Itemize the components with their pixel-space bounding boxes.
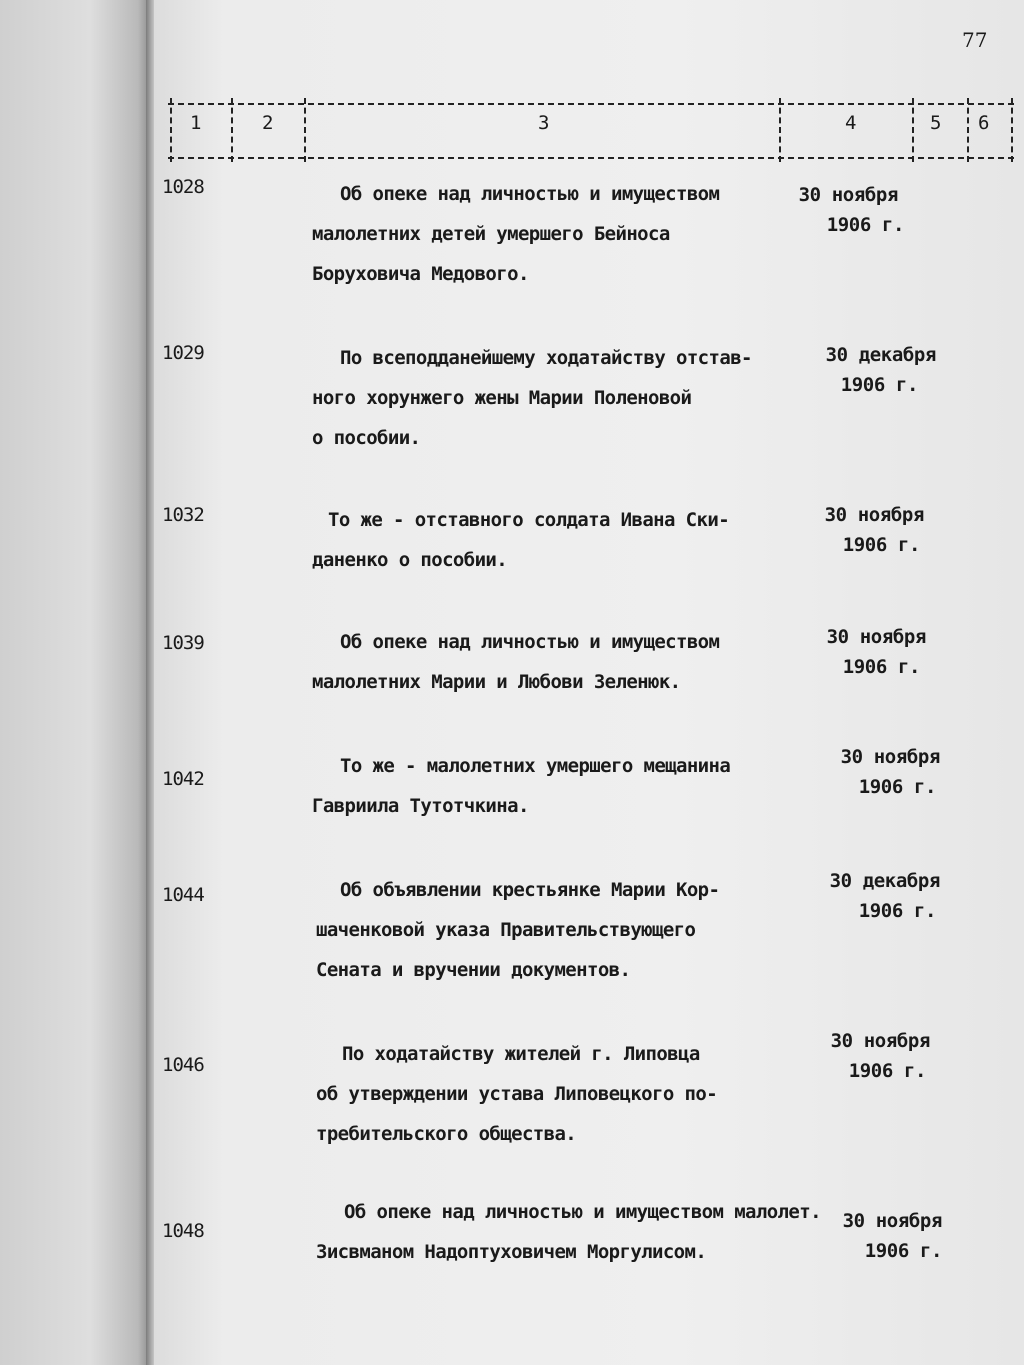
entry-date-day: 30 декабря [825,344,936,366]
entry-date-day: 30 декабря [829,870,940,892]
entry-title-line: даненко о пособии. [312,549,508,571]
entry-date-day: 30 ноября [830,1030,930,1052]
column-header-5: 5 [930,112,942,134]
header-top-rule [168,103,1014,105]
entry-title-line: требительского общества. [316,1123,577,1145]
entry-title-line: шаченковой указа Правительствующего [316,919,696,941]
entry-title-line: Об опеке над личностью и имуществом малолет. [344,1201,821,1223]
header-bottom-rule [168,157,1014,159]
entry-title-line: По всеподданейшему ходатайству отстав- [340,347,752,369]
entry-title-line: По ходатайству жителей г. Липовца [342,1043,700,1065]
page-number: 77 [962,28,988,52]
entry-date-day: 30 ноября [840,746,940,768]
entry-date-day: 30 ноября [798,184,898,206]
entry-title-line: об утверждении устава Липовецкого по- [316,1083,718,1105]
column-header-4: 4 [845,112,857,134]
entry-title-line: малолетних Марии и Любови Зеленюк. [312,671,681,693]
book-spine [146,0,154,1365]
entry-title-line: ного хорунжего жены Марии Поленовой [312,387,692,409]
entry-title-line: Об опеке над личностью и имуществом [340,631,720,653]
entry-title-line: о пособии. [312,427,421,449]
entry-date-year: 1906 г. [840,374,918,396]
column-separator [967,98,969,162]
column-separator [1011,98,1013,162]
column-header-2: 2 [262,112,274,134]
entry-title-line: То же - отставного солдата Ивана Ски- [328,509,730,531]
entry-number: 1046 [162,1054,204,1076]
entry-number: 1032 [162,504,204,526]
entry-title-line: Сената и вручении документов. [316,959,631,981]
entry-number: 1044 [162,884,204,906]
entry-date-year: 1906 г. [826,214,904,236]
entry-date-day: 30 ноября [826,626,926,648]
entry-title-line: малолетних детей умершего Бейноса [312,223,670,245]
column-separator [170,98,172,162]
entry-date-year: 1906 г. [858,900,936,922]
entry-title-line: Об объявлении крестьянке Марии Кор- [340,879,720,901]
entry-date-year: 1906 г. [842,534,920,556]
entry-title-line: Гавриила Тутотчкина. [312,795,529,817]
column-header-3: 3 [538,112,550,134]
entry-date-day: 30 ноября [824,504,924,526]
entry-number: 1028 [162,176,204,198]
entry-date-year: 1906 г. [864,1240,942,1262]
facing-page-edge [0,0,150,1365]
entry-number: 1042 [162,768,204,790]
column-separator [231,98,233,162]
entry-title-line: Боруховича Медового. [312,263,529,285]
column-separator [779,98,781,162]
column-header-1: 1 [190,112,202,134]
entry-date-year: 1906 г. [858,776,936,798]
entry-date-day: 30 ноября [842,1210,942,1232]
entry-number: 1039 [162,632,204,654]
column-separator [304,98,306,162]
entry-date-year: 1906 г. [842,656,920,678]
entry-number: 1048 [162,1220,204,1242]
entry-number: 1029 [162,342,204,364]
column-header-6: 6 [978,112,990,134]
entry-title-line: То же - малолетних умершего мещанина [340,755,731,777]
entry-title-line: Зисвманом Надоптуховичем Моргулисом. [316,1241,707,1263]
entry-date-year: 1906 г. [848,1060,926,1082]
column-separator [912,98,914,162]
entry-title-line: Об опеке над личностью и имуществом [340,183,720,205]
